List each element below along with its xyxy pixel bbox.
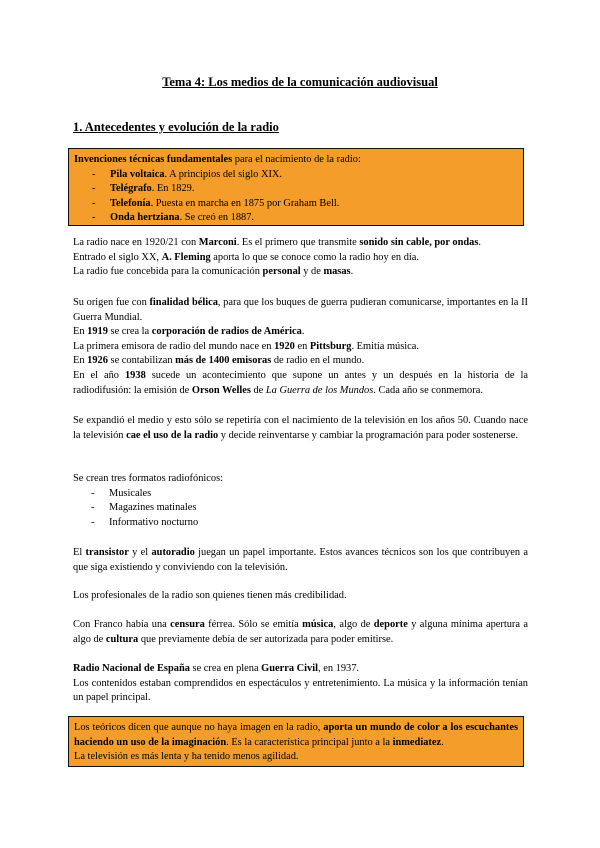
list-item: - Telefonía. Puesta en marcha en 1875 por Graham Bell. [110,197,518,212]
list-item: - Pila voltaica. A principios del siglo XIX. [110,168,518,183]
paragraph-formats: Se crean tres formatos radiofónicos: - Musicales - Magazines matinales - Informativo nocturno [73,472,528,530]
paragraph-credibility: Los profesionales de la radio son quienes tienen más credibilidad. [73,590,347,601]
highlight-box-inventions [68,148,524,226]
inventions-list [74,168,518,226]
paragraph-rne: Radio Nacional de España se crea en plena Guerra Civil, en 1937. Los contenidos estaban comprendidos en espectáculos y entretenimiento. La música y la información tenían un papel principal. [73,663,528,704]
paragraph-expansion: Se expandió el medio y esto sólo se repetiría con el nacimiento de la televisión en los años 50. Cuando nace la televisión cae el uso de la radio y decide reinventarse y cambiar la programación para poder sostenerse. [73,415,528,441]
paragraph-transistor: El transistor y el autoradio juegan un papel importante. Estos avances técnicos son los que contribuyen a que siga existiendo y conviviendo con la televisión. [73,547,528,573]
list-item: - Informativo nocturno [109,516,528,531]
formats-list [73,487,528,531]
box-intro: Invenciones técnicas fundamentales para el nacimiento de la radio: [74,154,361,165]
section-heading: 1. Antecedentes y evolución de la radio [73,120,279,134]
list-item: - Telégrafo. En 1829. [110,182,518,197]
page-title: Tema 4: Los medios de la comunicación audiovisual [162,75,438,89]
list-item: - Musicales [109,487,528,502]
paragraph-censorship: Con Franco había una censura férrea. Sólo se emitía música, algo de deporte y alguna mínima apertura a algo de cultura que previamente debía de ser autorizada para poder emitirse. [73,619,528,645]
paragraph-history: Su origen fue con finalidad bélica, para que los buques de guerra pudieran comunicarse, importantes en la II Guerra Mundial. En 1919 se crea la corporación de radios de América. La primera emisora de radio del mundo nace en 1920 en Pittsburg. Emitía música. En 1926 se contabilizan más de 1400 emisoras de radio en el mundo. En el año 1938 sucede un acontecimiento que supone un antes y un después en la historia de la radiodifusión: la emisión de Orson Welles de La Guerra de los Mundos. Cada año se conmemora. [73,297,528,396]
highlight-box-theorists: Los teóricos dicen que aunque no haya imagen en la radio, aporta un mundo de color a los escuchantes haciendo un uso de la imaginación. Es la característica principal junto a la inmediatez. La televisión es más lenta y ha tenido menos agilidad. [68,716,524,767]
paragraph-origin: La radio nace en 1920/21 con Marconi. Es el primero que transmite sonido sin cable, por ondas. Entrado el siglo XX, A. Fleming aporta lo que se conoce como la radio hoy en día. La radio fue concebida para la comunicación personal y de masas. [73,237,482,278]
list-item: - Onda hertziana. Se creó en 1887. [110,211,518,226]
list-item: - Magazines matinales [109,501,528,516]
